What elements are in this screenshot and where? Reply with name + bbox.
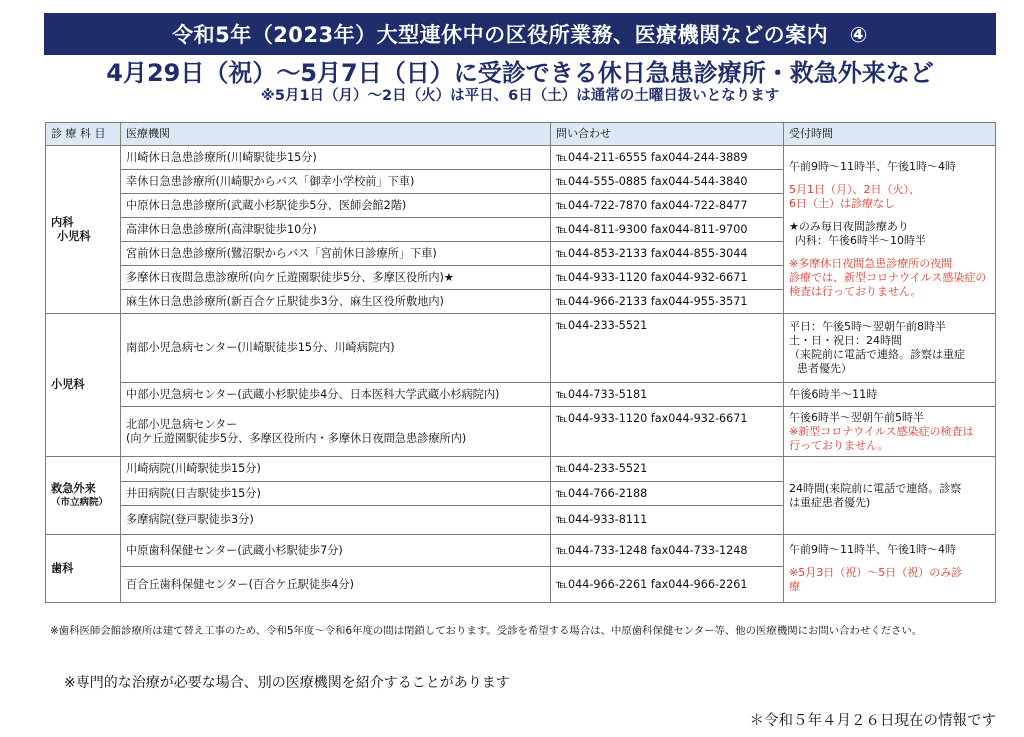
as-of-date: ＊令和５年４月２６日現在の情報です xyxy=(749,713,996,729)
hours-text: 午後6時半～11時 xyxy=(784,383,996,407)
institution-name-line: 北部小児急病センター xyxy=(126,417,238,431)
covid-note: ※多摩休日夜間急患診療所の夜間 xyxy=(789,257,953,270)
dept-label: 歯科 xyxy=(51,561,74,575)
contact-info: ℡044-933-1120 fax044-932-6671 xyxy=(551,407,784,457)
closed-note: 5月1日（月）、2日（火）、 xyxy=(789,183,920,196)
contact-info: ℡044-722-7870 fax044-722-8477 xyxy=(551,194,784,218)
hours-text: 午前9時～11時半、午後1時～4時 xyxy=(789,543,956,556)
covid-note: ※新型コロナウイルス感染症の検査は xyxy=(789,424,974,438)
dental-open-note: ※5月3日（祝）～5日（祝）のみ診 xyxy=(789,566,963,579)
page-subtitle: 4月29日（祝）～5月7日（日）に受診できる休日急患診療所・救急外来など xyxy=(106,59,934,87)
contact-info: ℡044-966-2133 fax044-955-3571 xyxy=(551,290,784,314)
covid-note: 診療では、新型コロナウイルス感染症の xyxy=(789,271,987,284)
institution-name: 高津休日急患診療所(高津駅徒歩10分) xyxy=(121,218,551,242)
hours-text: 24時間(来院前に電話で連絡。診察 xyxy=(789,481,962,495)
dept-cell-dental xyxy=(46,535,121,603)
institution-name: 多摩病院(登戸駅徒歩3分) xyxy=(121,506,551,535)
hours-cell xyxy=(784,407,996,457)
hours-cell-dental xyxy=(784,535,996,603)
weekday-note: ※5月1日（月）～2日（火）は平日、6日（土）は通常の土曜日扱いとなります xyxy=(260,88,780,104)
institution-name: 南部小児急病センター(川崎駅徒歩15分、川崎病院内) xyxy=(121,314,551,383)
dept-sublabel: （市立病院） xyxy=(51,496,109,508)
dept-cell-emergency xyxy=(46,457,121,535)
dept-cell-internal xyxy=(46,146,121,314)
contact-info: ℡044-811-9300 fax044-811-9700 xyxy=(551,218,784,242)
page-title-banner xyxy=(44,13,996,55)
institution-name: 川崎休日急患診療所(川崎駅徒歩15分) xyxy=(121,146,551,170)
contact-info: ℡044-733-1248 fax044-733-1248 xyxy=(551,535,784,567)
hours-text: は重症患者優先) xyxy=(789,495,871,509)
contact-info: ℡044-966-2261 fax044-966-2261 xyxy=(551,567,784,603)
hours-text: 土・日・祝日：24時間 xyxy=(789,334,902,347)
column-header-institution: 医療機関 xyxy=(121,123,551,146)
contact-info: ℡044-555-0885 fax044-544-3840 xyxy=(551,170,784,194)
closed-note: 6日（土）は診療なし xyxy=(789,197,895,210)
table-row xyxy=(46,535,996,567)
table-row xyxy=(46,457,996,482)
night-hours: 内科：午後6時半～10時半 xyxy=(795,234,926,247)
table-row xyxy=(46,383,996,407)
contact-info: ℡044-933-1120 fax044-932-6671 xyxy=(551,266,784,290)
institution-name: 宮前休日急患診療所(鷺沼駅からバス「宮前休日診療所」下車) xyxy=(121,242,551,266)
hours-text: 平日：午後5時～翌朝午前8時半 xyxy=(789,320,946,333)
table-row xyxy=(46,407,996,457)
institution-name: 中部小児急病センター(武蔵小杉駅徒歩4分、日本医科大学武蔵小杉病院内) xyxy=(121,383,551,407)
dept-label: 小児科 xyxy=(51,378,85,391)
dental-open-note: 療 xyxy=(789,580,800,593)
covid-note: 行っておりません。 xyxy=(789,438,889,452)
institution-name: 中原休日急患診療所(武蔵小杉駅徒歩5分、医師会館2階) xyxy=(121,194,551,218)
institution-name: 麻生休日急患診療所(新百合ケ丘駅徒歩3分、麻生区役所敷地内) xyxy=(121,290,551,314)
hours-cell xyxy=(784,314,996,383)
dept-label: 内科 xyxy=(51,215,74,229)
institution-name: 川崎病院(川崎駅徒歩15分) xyxy=(121,457,551,482)
institution-name: 百合丘歯科保健センター(百合ケ丘駅徒歩4分) xyxy=(121,567,551,603)
contact-info: ℡044-211-6555 fax044-244-3889 xyxy=(551,146,784,170)
table-header-row xyxy=(46,123,996,146)
dental-footnote: ※歯科医師会館診療所は建て替え工事のため、令和5年度～令和6年度の間は閉鎖しております。受診を希望する場合は、中原歯科保健センター等、他の医療機関にお問い合わせください。 xyxy=(50,625,923,637)
hours-cell-emergency xyxy=(784,457,996,535)
column-header-hours: 受付時間 xyxy=(784,123,996,146)
contact-info: ℡044-766-2188 xyxy=(551,482,784,506)
institution-name: 井田病院(日吉駅徒歩15分) xyxy=(121,482,551,506)
hours-cell-internal xyxy=(784,146,996,314)
dept-label-2: 小児科 xyxy=(57,229,91,243)
institution-name xyxy=(121,407,551,457)
contact-info: ℡044-853-2133 fax044-855-3044 xyxy=(551,242,784,266)
column-header-contact: 問い合わせ xyxy=(551,123,784,146)
table-row xyxy=(46,314,996,383)
page-title: 令和5年（2023年）大型連休中の区役所業務、医療機関などの案内 ④ xyxy=(172,23,868,47)
hours-text: 午後6時半～翌朝午前5時半 xyxy=(789,410,924,424)
contact-info: ℡044-233-5521 xyxy=(551,457,784,482)
column-header-dept: 診 療 科 目 xyxy=(46,123,121,146)
contact-info: ℡044-733-5181 xyxy=(551,383,784,407)
institution-name: 幸休日急患診療所(川崎駅からバス「御幸小学校前」下車) xyxy=(121,170,551,194)
referral-remark: ※専門的な治療が必要な場合、別の医療機関を紹介することがあります xyxy=(64,675,510,691)
institution-name-line: (向ケ丘遊園駅徒歩5分、多摩区役所内・多摩休日夜間急患診療所内) xyxy=(126,431,467,445)
covid-note: 検査は行っておりません。 xyxy=(789,285,922,298)
contact-info: ℡044-933-8111 xyxy=(551,506,784,535)
institution-name: 多摩休日夜間急患診療所(向ケ丘遊園駅徒歩5分、多摩区役所内)★ xyxy=(121,266,551,290)
institution-name: 中原歯科保健センター(武蔵小杉駅徒歩7分) xyxy=(121,535,551,567)
table-row xyxy=(46,146,996,170)
dept-cell-pediatrics xyxy=(46,314,121,457)
clinic-table xyxy=(45,122,996,603)
hours-text: 午前9時～11時半、午後1時～4時 xyxy=(789,160,956,173)
contact-info: ℡044-233-5521 xyxy=(551,314,784,383)
dept-label: 救急外来 xyxy=(51,481,96,495)
night-note: ★のみ毎日夜間診療あり xyxy=(789,220,909,233)
hours-text: （来院前に電話で連絡。診察は重症 xyxy=(789,348,965,361)
hours-text: 患者優先） xyxy=(797,362,852,375)
